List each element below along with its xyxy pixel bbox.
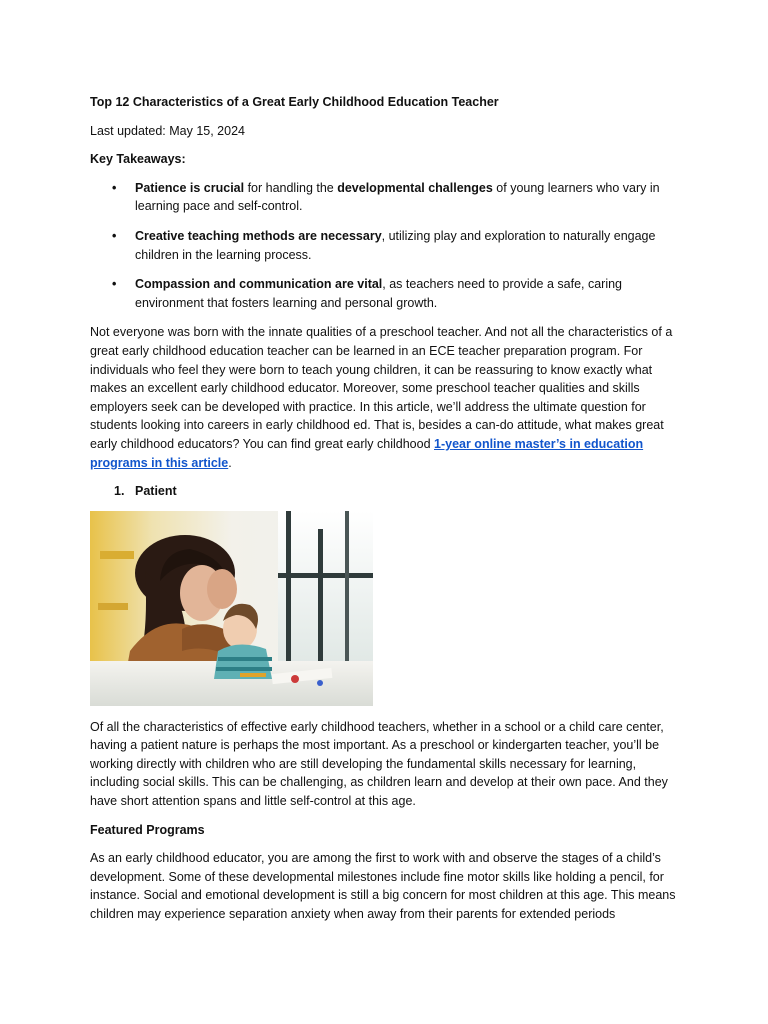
bullet-icon: • bbox=[112, 180, 117, 195]
takeaway-item bbox=[90, 275, 680, 312]
bullet-icon: • bbox=[112, 277, 117, 292]
item-heading-text: Patient bbox=[135, 484, 177, 499]
featured-programs-heading: Featured Programs bbox=[90, 822, 205, 837]
intro-paragraph bbox=[90, 323, 680, 472]
item-heading-patient bbox=[90, 482, 680, 501]
item-number: 1. bbox=[114, 484, 125, 499]
last-updated: Last updated: May 15, 2024 bbox=[90, 123, 245, 138]
takeaway-text: of young learners who vary in learning pace and self-control. bbox=[135, 180, 660, 214]
patient-paragraph: Of all the characteristics of effective early childhood teachers, whether in a school or a child care center, having a patient nature is perhaps the most important. As a preschool or kindergarten teacher, you’ll be working directly with children who are still developing the fundamental skills necessary for learning, including social skills. This can be challenging, as children learn and develop at their own pace. And they have short attention spans and little self-control at this age. bbox=[90, 719, 668, 809]
takeaway-item bbox=[90, 179, 680, 216]
takeaway-bold: Creative teaching methods are necessary bbox=[135, 228, 382, 243]
key-takeaways-list bbox=[90, 179, 680, 313]
article-body bbox=[90, 93, 680, 934]
featured-paragraph: As an early childhood educator, you are among the first to work with and observe the stages of a child’s development. Some of these developmental milestones include fine motor skills like holding a pencil, for instance. Social and emotional development is still a big concern for most children at this age. This means children may experience separation anxiety when away from their parents for extended periods bbox=[90, 851, 676, 922]
takeaway-bold: developmental challenges bbox=[337, 180, 493, 195]
key-takeaways-heading: Key Takeaways: bbox=[90, 152, 186, 167]
takeaway-bold: Compassion and communication are vital bbox=[135, 277, 383, 292]
takeaway-item bbox=[90, 227, 680, 264]
intro-text: Not everyone was born with the innate qualities of a preschool teacher. And not all the characteristics of a great early childhood education teacher can be learned in an ECE teacher preparation program. For individuals who feel they were born to teach young children, it can be reassuring to know exactly what makes an excellent early childhood educator. Moreover, some preschool teacher qualities and skills employers seek can be developed with practice. In this article, we’ll address the ultimate question for students looking into careers in early childhood ed. That is, besides a can-do attitude, what makes great early childhood educators? You can find great early childhood bbox=[90, 325, 673, 451]
intro-end: . bbox=[228, 455, 232, 470]
article-title: Top 12 Characteristics of a Great Early Childhood Education Teacher bbox=[90, 95, 499, 109]
bullet-icon: • bbox=[112, 228, 117, 243]
takeaway-text: , utilizing play and exploration to naturally engage children in the learning process. bbox=[135, 228, 656, 262]
takeaway-text: for handling the bbox=[244, 180, 338, 195]
teacher-child-photo bbox=[90, 511, 373, 706]
takeaway-bold: Patience is crucial bbox=[135, 180, 245, 195]
programs-link[interactable]: 1-year online master’s in education programs in this article bbox=[90, 436, 644, 470]
takeaway-text: , as teachers need to provide a safe, caring environment that fosters learning and personal growth. bbox=[135, 277, 623, 310]
